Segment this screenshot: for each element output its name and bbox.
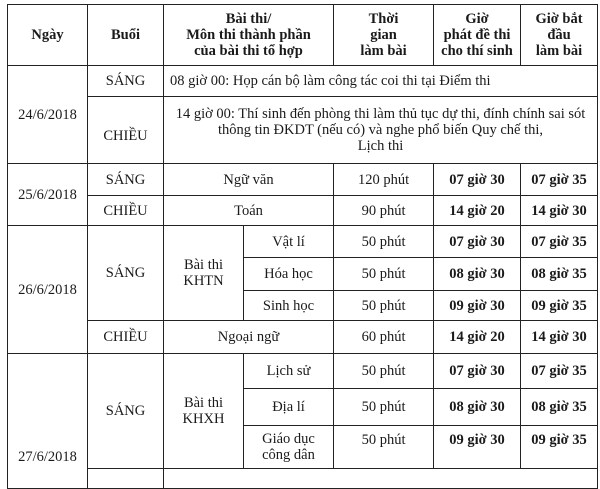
note-cell bbox=[164, 97, 598, 164]
header-date: Ngày bbox=[8, 5, 88, 66]
note-line: 14 giờ 00: Thí sinh đến phòng thi làm thủ tục dự thi, đính chính sai sót bbox=[175, 106, 586, 122]
subject-cell bbox=[164, 469, 598, 489]
date-cell: 24/6/2018 bbox=[8, 66, 88, 164]
header-start-line1: Giờ bắt bbox=[535, 11, 583, 27]
group-line: Bài thi bbox=[183, 257, 224, 273]
header-duration-line1: Thời bbox=[368, 11, 399, 27]
subject-cell: Sinh học bbox=[244, 291, 334, 321]
start-time-cell: 08 giờ 35 bbox=[521, 389, 598, 426]
duration-cell: 120 phút bbox=[334, 164, 434, 196]
table-row bbox=[8, 97, 598, 164]
duration-cell: 90 phút bbox=[334, 196, 434, 226]
header-row bbox=[8, 5, 598, 66]
start-time-cell: 09 giờ 35 bbox=[521, 291, 598, 321]
table-row bbox=[8, 354, 598, 389]
header-subject-line3: của bài thi tổ hợp bbox=[194, 43, 303, 59]
distribute-time-cell: 08 giờ 30 bbox=[434, 389, 521, 426]
start-time-cell: 14 giờ 30 bbox=[521, 196, 598, 226]
table-row bbox=[8, 164, 598, 196]
header-distribute-line3: cho thí sinh bbox=[441, 43, 513, 59]
duration-cell: 50 phút bbox=[334, 258, 434, 291]
duration-cell: 50 phút bbox=[334, 389, 434, 426]
distribute-time-cell: 09 giờ 30 bbox=[434, 426, 521, 469]
start-time-cell: 07 giờ 35 bbox=[521, 354, 598, 389]
subject-cell: Lịch sử bbox=[244, 354, 334, 389]
note-line: thông tin ĐKDT (nếu có) và nghe phổ biến Quy chế thi, bbox=[217, 122, 544, 138]
header-distribute-time bbox=[434, 5, 521, 66]
exam-schedule-table bbox=[7, 4, 598, 489]
session-cell: SÁNG bbox=[88, 164, 164, 196]
session-cell: CHIỀU bbox=[88, 97, 164, 164]
header-start-line2: đầu bbox=[547, 27, 571, 43]
table-row-partial bbox=[8, 469, 598, 489]
note-line: Lịch thi bbox=[357, 138, 404, 154]
group-line: KHTN bbox=[183, 273, 224, 289]
session-cell: SÁNG bbox=[88, 66, 164, 97]
distribute-time-cell: 07 giờ 30 bbox=[434, 164, 521, 196]
header-subject-line2: Môn thi thành phần bbox=[186, 27, 311, 43]
session-cell: SÁNG bbox=[88, 354, 164, 469]
header-duration-line2: gian bbox=[370, 27, 397, 43]
duration-cell: 50 phút bbox=[334, 426, 434, 469]
start-time-cell: 09 giờ 35 bbox=[521, 426, 598, 469]
table-row bbox=[8, 321, 598, 354]
subject-cell: Toán bbox=[164, 196, 334, 226]
group-line: KHXH bbox=[182, 411, 225, 427]
header-start-time bbox=[521, 5, 598, 66]
group-cell bbox=[164, 354, 244, 469]
subject-cell bbox=[244, 426, 334, 469]
header-subject-line1: Bài thi/ bbox=[225, 11, 272, 27]
start-time-cell: 08 giờ 35 bbox=[521, 258, 598, 291]
duration-cell: 50 phút bbox=[334, 291, 434, 321]
distribute-time-cell: 07 giờ 30 bbox=[434, 354, 521, 389]
date-cell: 26/6/2018 bbox=[8, 226, 88, 354]
subject-cell: Ngoại ngữ bbox=[164, 321, 334, 354]
group-cell bbox=[164, 226, 244, 321]
subject-line: Giáo dục bbox=[262, 431, 315, 447]
header-duration-line3: làm bài bbox=[360, 43, 407, 59]
distribute-time-cell: 08 giờ 30 bbox=[434, 258, 521, 291]
subject-cell: Hóa học bbox=[244, 258, 334, 291]
header-duration bbox=[334, 5, 434, 66]
header-session: Buổi bbox=[88, 5, 164, 66]
subject-cell: Địa lí bbox=[244, 389, 334, 426]
distribute-time-cell: 14 giờ 20 bbox=[434, 321, 521, 354]
duration-cell: 60 phút bbox=[334, 321, 434, 354]
note-cell: 08 giờ 00: Họp cán bộ làm công tác coi thi tại Điểm thi bbox=[164, 66, 598, 97]
start-time-cell: 14 giờ 30 bbox=[521, 321, 598, 354]
distribute-time-cell: 14 giờ 20 bbox=[434, 196, 521, 226]
date-cell: 27/6/2018 bbox=[8, 354, 88, 489]
date-cell: 25/6/2018 bbox=[8, 164, 88, 226]
subject-cell: Vật lí bbox=[244, 226, 334, 258]
subject-cell: Ngữ văn bbox=[164, 164, 334, 196]
header-distribute-line2: phát đề thi bbox=[443, 27, 511, 43]
subject-line: công dân bbox=[262, 447, 315, 463]
duration-cell: 50 phút bbox=[334, 354, 434, 389]
distribute-time-cell: 09 giờ 30 bbox=[434, 291, 521, 321]
header-subject bbox=[164, 5, 334, 66]
session-cell: CHIỀU bbox=[88, 321, 164, 354]
table-row bbox=[8, 226, 598, 258]
session-cell bbox=[88, 469, 164, 489]
distribute-time-cell: 07 giờ 30 bbox=[434, 226, 521, 258]
header-distribute-line1: Giờ bbox=[465, 11, 489, 27]
start-time-cell: 07 giờ 35 bbox=[521, 164, 598, 196]
table-row bbox=[8, 66, 598, 97]
table-row bbox=[8, 196, 598, 226]
session-cell: SÁNG bbox=[88, 226, 164, 321]
header-start-line3: làm bài bbox=[535, 43, 583, 59]
duration-cell: 50 phút bbox=[334, 226, 434, 258]
group-line: Bài thi bbox=[183, 395, 224, 411]
session-cell: CHIỀU bbox=[88, 196, 164, 226]
start-time-cell: 07 giờ 35 bbox=[521, 226, 598, 258]
